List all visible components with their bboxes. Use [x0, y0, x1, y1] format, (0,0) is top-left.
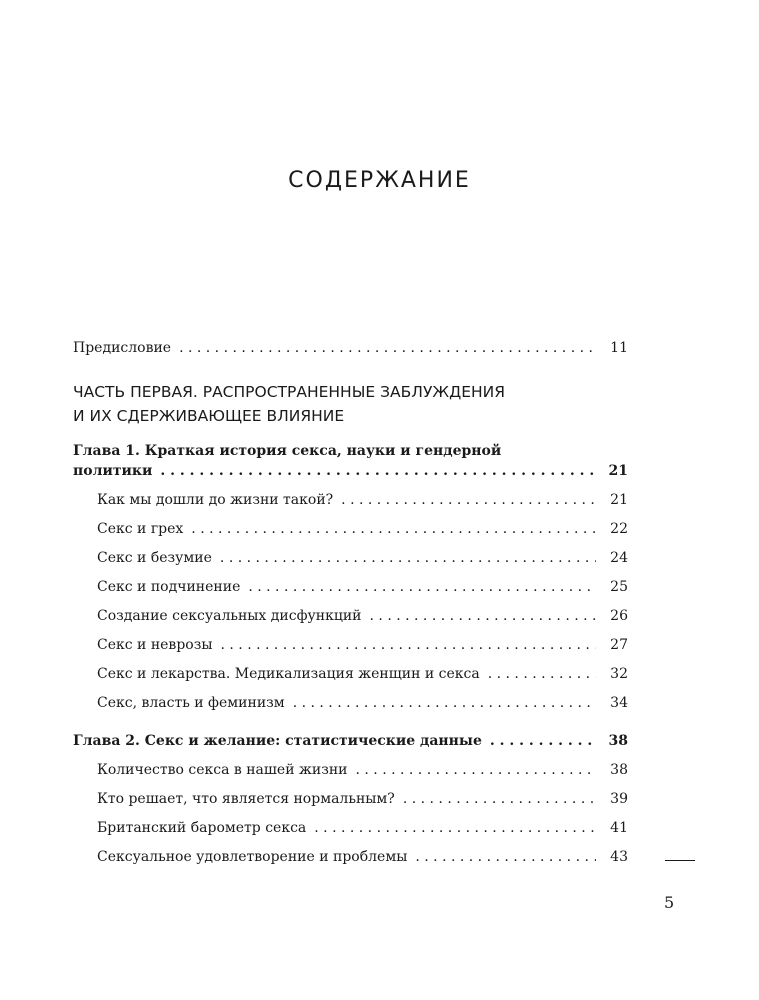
toc-entry-section[interactable] [97, 693, 628, 713]
toc-entry-label: Предисловие [73, 340, 172, 356]
toc-entry-page: 34 [610, 695, 628, 711]
part-heading [73, 380, 628, 428]
toc-entry-section[interactable] [97, 760, 628, 780]
leader-dots [221, 635, 597, 655]
toc-entry-section[interactable] [97, 577, 628, 597]
toc-entry-label: политики [73, 463, 153, 479]
leader-dots [490, 731, 596, 751]
leader-dots [370, 606, 596, 626]
leader-dots [341, 490, 596, 510]
leader-dots [220, 548, 596, 568]
toc-entry-page: 32 [610, 666, 628, 682]
toc-entry-page: 27 [610, 637, 628, 653]
leader-dots [179, 338, 596, 358]
toc-entry-page: 38 [610, 762, 628, 778]
toc-entry-page: 21 [608, 463, 628, 479]
leader-dots [248, 577, 596, 597]
leader-dots [488, 664, 596, 684]
toc-entry-label: Кто решает, что является нормальным? [97, 791, 395, 807]
page-number: 5 [664, 893, 675, 912]
toc-entry-label: Секс и подчинение [97, 579, 241, 595]
toc-entry-chapter-1[interactable] [73, 461, 628, 481]
toc-entry-page: 22 [610, 521, 628, 537]
toc-entry-label: Британский барометр секса [97, 820, 307, 836]
toc-entry-page: 21 [610, 492, 628, 508]
leader-dots [403, 789, 596, 809]
page-title: СОДЕРЖАНИЕ [288, 168, 471, 193]
toc-entry-label: Секс и неврозы [97, 637, 213, 653]
toc-entry-page: 11 [610, 340, 628, 356]
toc-entry-page: 43 [610, 849, 628, 865]
leader-dots [314, 818, 596, 838]
leader-dots [356, 760, 597, 780]
toc-entry-label: Создание сексуальных дисфункций [97, 608, 362, 624]
toc-entry-section[interactable] [97, 606, 628, 626]
toc-entry-section[interactable] [97, 548, 628, 568]
toc-entry-label: Количество секса в нашей жизни [97, 762, 348, 778]
toc-entry-page: 39 [610, 791, 628, 807]
part-heading-line2: И ИХ СДЕРЖИВАЮЩЕЕ ВЛИЯНИЕ [73, 407, 345, 425]
toc-entry-label: Сексуальное удовлетворение и проблемы [97, 849, 408, 865]
toc-entry-label: Секс и лекарства. Медикализация женщин и секса [97, 666, 480, 682]
toc-entry-section[interactable] [97, 519, 628, 539]
toc-entry-page: 41 [610, 820, 628, 836]
toc-entry-page: 25 [610, 579, 628, 595]
toc-entry-chapter-2[interactable] [73, 731, 628, 751]
chapter-1-title-line1[interactable]: Глава 1. Краткая история секса, науки и гендерной [73, 443, 502, 459]
toc-entry-section[interactable] [97, 789, 628, 809]
leader-dots [191, 519, 596, 539]
toc-entry-preface[interactable] [73, 338, 628, 358]
leader-dots [293, 693, 596, 713]
part-heading-line1: ЧАСТЬ ПЕРВАЯ. РАСПРОСТРАНЕННЫЕ ЗАБЛУЖДЕНИЯ [73, 383, 506, 401]
leader-dots [415, 847, 596, 867]
toc-entry-section[interactable] [97, 490, 628, 510]
toc-entry-page: 24 [610, 550, 628, 566]
footer-rule [665, 860, 695, 861]
toc-entry-label: Глава 2. Секс и желание: статистические данные [73, 733, 482, 749]
toc-entry-label: Как мы дошли до жизни такой? [97, 492, 334, 508]
toc-entry-label: Секс, власть и феминизм [97, 695, 285, 711]
toc-entry-page: 26 [610, 608, 628, 624]
toc-entry-page: 38 [608, 733, 628, 749]
toc-entry-section[interactable] [97, 818, 628, 838]
toc-entry-label: Секс и безумие [97, 550, 212, 566]
toc-entry-label: Секс и грех [97, 521, 184, 537]
leader-dots [160, 461, 596, 481]
toc-entry-section[interactable] [97, 847, 628, 867]
toc-entry-section[interactable] [97, 664, 628, 684]
toc-entry-section[interactable] [97, 635, 628, 655]
